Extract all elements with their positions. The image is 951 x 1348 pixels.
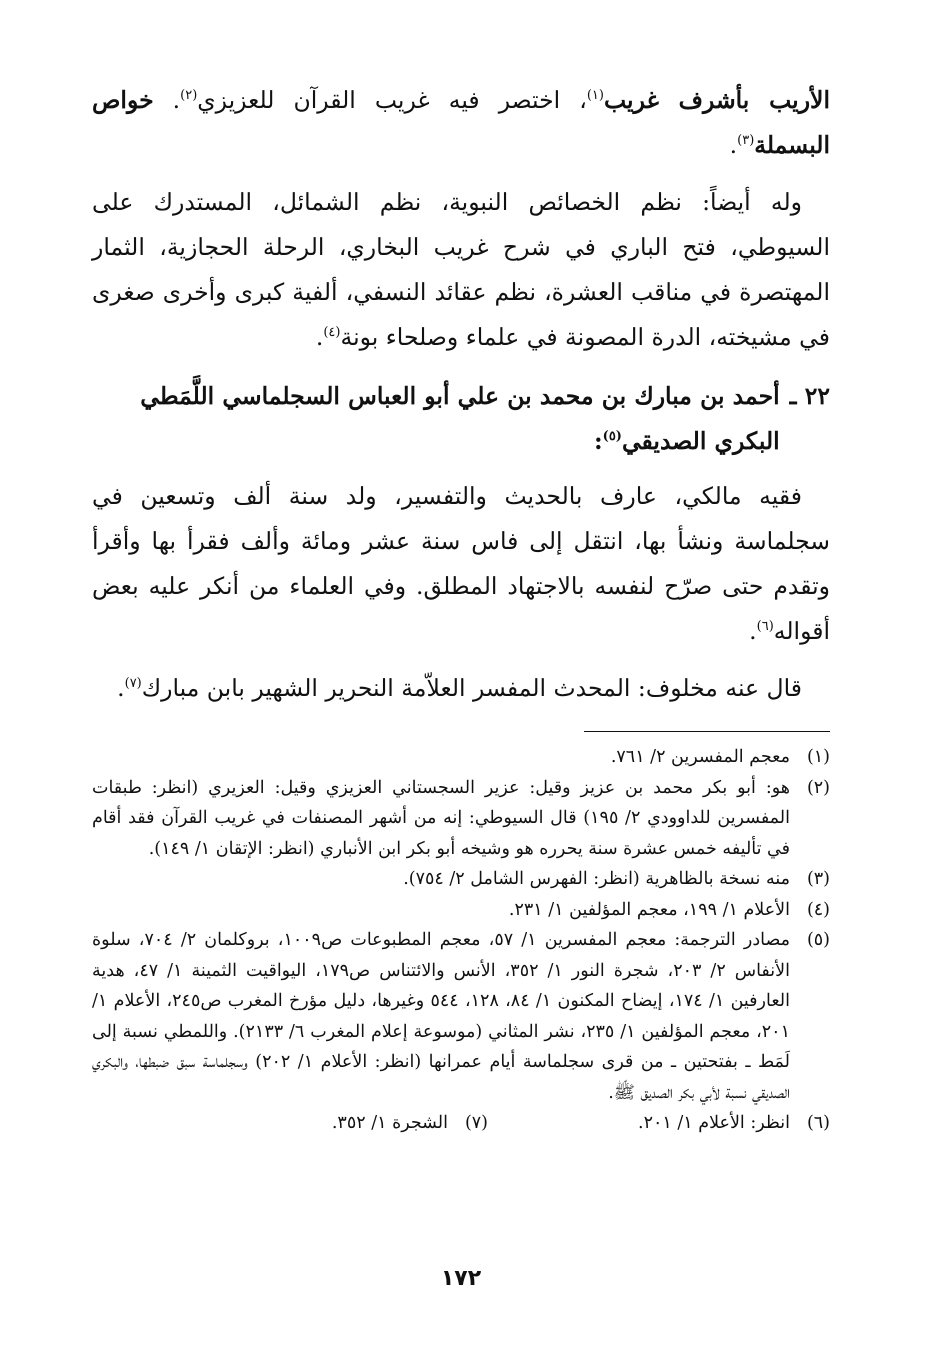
footnote xyxy=(92,895,830,926)
book-title: خواص البسملة xyxy=(92,86,830,159)
paragraph-1 xyxy=(92,78,830,168)
paragraph-text: ، اختصر فيه غريب القرآن للعزيزي xyxy=(197,86,587,114)
footnote-ref: (٧) xyxy=(124,676,142,692)
footnote xyxy=(92,773,830,865)
punctuation: . xyxy=(729,131,738,159)
footnote-number: (٤) xyxy=(806,899,830,920)
paragraph-3 xyxy=(92,474,830,654)
footnote-text: انظر: الأعلام ١/ ٢٠١. xyxy=(638,1113,790,1133)
footnote-ref: (٦) xyxy=(756,619,774,635)
footnote-separator xyxy=(584,731,830,732)
entry-number: ٢٢ ـ xyxy=(789,382,830,410)
paragraph-2 xyxy=(92,180,830,360)
footnote-text: معجم المفسرين ٢/ ٧٦١. xyxy=(610,747,790,767)
entry-title xyxy=(92,374,780,464)
footnote-text: منه نسخة بالظاهرية (انظر: الفهرس الشامل ٢/ ٧٥٤). xyxy=(403,869,790,889)
footnote-ref: (١) xyxy=(586,88,604,104)
entry-heading xyxy=(92,374,830,464)
footnote-number: (٥) xyxy=(806,930,830,950)
footnote-text: الشجرة ١/ ٣٥٢. xyxy=(331,1113,448,1133)
entry-name: أحمد بن مبارك بن محمد بن علي أبو العباس السجلماسي اللَّمَطي البكري الصديقي xyxy=(140,382,780,455)
paragraph-4 xyxy=(92,666,830,711)
footnote xyxy=(92,925,830,1108)
footnote-pair xyxy=(92,1108,830,1139)
footnote xyxy=(92,864,830,895)
punctuation: . xyxy=(315,323,324,351)
main-text xyxy=(92,78,830,711)
punctuation: . xyxy=(153,86,181,114)
footnote-text: الأعلام ١/ ١٩٩، معجم المؤلفين ١/ ٢٣١. xyxy=(508,899,790,920)
footnote xyxy=(158,1108,488,1139)
footnote-number: (٦) xyxy=(806,1113,830,1133)
paragraph-text: وله أيضاً: نظم الخصائص النبوية، نظم الشمائل، المستدرك على السيوطي، فتح الباري في شرح غريب البخاري، الرحلة الحجازية، الثمار المهتصرة في مناقب العشرة، نظم عقائد النسفي، ألفية كبرى وأخرى صغرى في مشيخته، الدرة المصونة في علماء وصلحاء بونة xyxy=(92,188,830,351)
page-number: ١٧٢ xyxy=(440,1266,482,1291)
footnote-number: (٧) xyxy=(464,1113,488,1133)
book-page xyxy=(92,78,830,1328)
paragraph-text: فقيه مالكي، عارف بالحديث والتفسير، ولد سنة ألف وتسعين في سجلماسة ونشأ بها، انتقل إلى فاس سنة عشر ومائة وألف فقرأ بها وأقرأ وتقدم حتى صرّح لنفسه بالاجتهاد المطلق. وفي العلماء من أنكر عليه بعض أقواله xyxy=(92,482,830,645)
footnote-text: مصادر الترجمة: معجم المفسرين ١/ ٥٧، معجم المطبوعات ص١٠٠٩، بروكلمان ٢/ ٧٠٤، سلوة الأنفاس ٢/ ٢٠٣، شجرة النور ١/ ٣٥٢، الأنس والائتناس ص١٧٩، اليواقيت الثمينة ١/ ٤٧، هدية العارفين ١/ ١٧٤، إيضاح المكنون ١/ ٨٤، ١٢٨، ٥٤٤ وغيرها، دليل مؤرخ المغرب ص٢٤٥، الأعلام ١/ ٢٠١، معجم المؤلفين ١/ ٢٣٥، نشر المثاني (موسوعة إعلام المغرب ٦/ ٢١٣٣). واللمطي نسبة إلى لَمَط ـ بفتحتين ـ من قرى سجلماسة أيام عمرانها (انظر: الأعلام ١/ ٢٠٢) وسجلماسة سبق ضبطها، والبكري الصديقي نسبة لأبي بكر الصديق ﷺ. xyxy=(92,930,791,1103)
footnote-text: هو: أبو بكر محمد بن عزيز وقيل: عزير السجستاني العزيزي وقيل: العزيري (انظر: طبقات المفسرين للداوودي ٢/ ١٩٥) قال السيوطي: إنه من أشهر المصنفات في غريب القرآن فقد أقام في تأليفه خمس عشرة سنة يحرره هو وشيخه أبو بكر ابن الأنباري (انظر: الإتقان ١/ ١٤٩). xyxy=(92,777,790,859)
book-title: الأريب بأشرف غريب xyxy=(603,86,830,114)
footnote-ref: (٤) xyxy=(323,325,341,341)
footnote-number: (٣) xyxy=(806,869,830,889)
footnotes xyxy=(92,742,830,1139)
paragraph-text: قال عنه مخلوف: المحدث المفسر العلاّمة النحرير الشهير بابن مبارك xyxy=(141,674,802,702)
footnote-ref: (٣) xyxy=(737,133,755,149)
punctuation: . xyxy=(117,674,125,702)
footnote-ref: (٢) xyxy=(180,88,198,104)
footnote xyxy=(500,1108,830,1139)
footnote-ref: (٥) xyxy=(602,429,622,445)
footnote-number: (١) xyxy=(806,747,830,767)
footnote-number: (٢) xyxy=(806,777,830,798)
punctuation: : xyxy=(593,427,603,455)
footnote xyxy=(92,742,830,773)
punctuation: . xyxy=(749,617,757,645)
